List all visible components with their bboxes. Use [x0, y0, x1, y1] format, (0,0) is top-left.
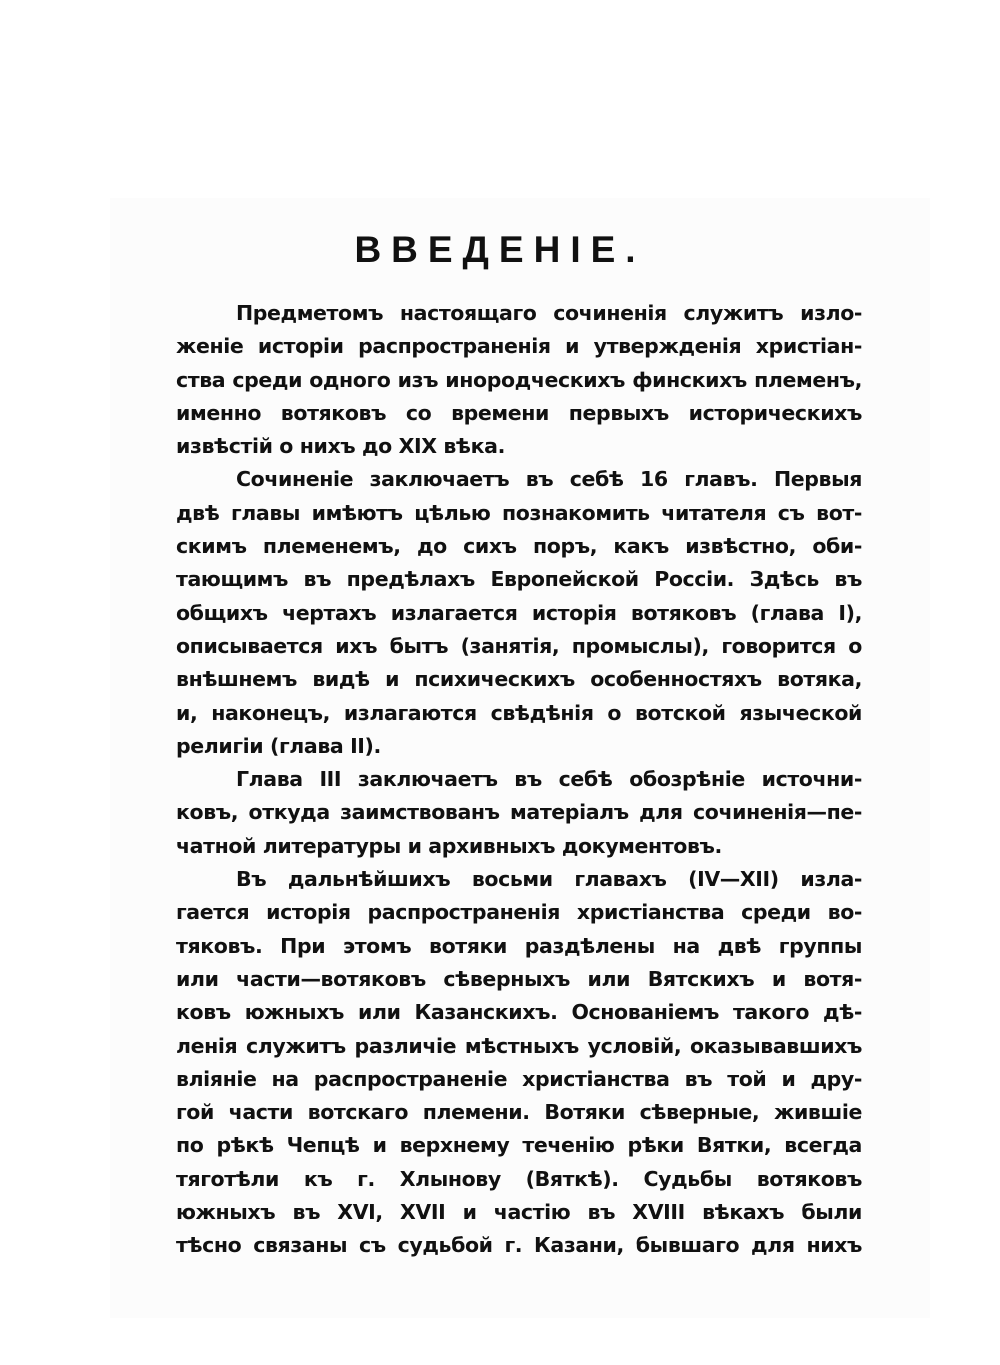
text-line: вліяніе на распространеніе христіанства въ той и дру- [176, 1066, 862, 1091]
text-line: ленія служитъ различіе мѣстныхъ условій, оказывавшихъ [176, 1033, 862, 1058]
paragraph [176, 863, 862, 1263]
page-title: ВВЕДЕНІЕ. [354, 229, 646, 270]
text-line: скимъ племенемъ, до сихъ поръ, какъ извѣстно, оби- [176, 534, 862, 559]
paragraph [176, 297, 862, 463]
text-line: тяготѣли къ г. Хлынову (Вяткѣ). Судьбы вотяковъ [176, 1166, 862, 1191]
text-line: Глава III заключаетъ въ себѣ обозрѣніе источни- [236, 767, 862, 792]
text-line: двѣ главы имѣютъ цѣлью познакомить читателя съ вот- [176, 500, 862, 525]
text-line: Въ дальнѣйшихъ восьми главахъ (IV—XII) изла- [236, 867, 862, 892]
body-text [176, 297, 862, 1263]
text-line: гается исторія распространенія христіанства среди во- [176, 900, 862, 925]
text-line: Сочиненіе заключаетъ въ себѣ 16 главъ. Первыя [236, 467, 862, 492]
text-line: тѣсно связаны съ судьбой г. Казани, бывшаго для нихъ [176, 1233, 862, 1258]
text-line: или части—вотяковъ сѣверныхъ или Вятскихъ и вотя- [176, 966, 862, 991]
text-line: Предметомъ настоящаго сочиненія служитъ изло- [236, 301, 862, 325]
text-line: женіе исторіи распространенія и утвержденія христіан- [176, 334, 862, 359]
text-line: по рѣкѣ Чепцѣ и верхнему теченію рѣки Вятки, всегда [176, 1133, 862, 1158]
text-line: общихъ чертахъ излагается исторія вотяковъ (глава I), [176, 600, 862, 625]
text-line: именно вотяковъ со времени первыхъ историческихъ [176, 400, 862, 425]
text-line: религіи (глава II). [176, 733, 381, 758]
text-line: описывается ихъ бытъ (занятія, промыслы), говорится о [176, 633, 862, 658]
text-line: ства среди одного изъ инородческихъ финскихъ племенъ, [176, 367, 862, 392]
text-line: тяковъ. При этомъ вотяки раздѣлены на двѣ группы [176, 933, 862, 958]
text-line: извѣстій о нихъ до XIX вѣка. [176, 434, 505, 459]
text-line: тающимъ въ предѣлахъ Европейской Россіи. Здѣсь въ [176, 567, 862, 592]
paragraph [176, 763, 862, 863]
text-line: ковъ южныхъ или Казанскихъ. Основаніемъ такого дѣ- [176, 1000, 862, 1025]
text-line: гой части вотскаго племени. Вотяки сѣверные, жившіе [176, 1100, 862, 1125]
paragraph [176, 463, 862, 763]
text-line: внѣшнемъ видѣ и психическихъ особенностяхъ вотяка, [176, 667, 862, 692]
text-line: ковъ, откуда заимствованъ матеріалъ для сочиненія—пе- [176, 800, 862, 825]
text-line: чатной литературы и архивныхъ документовъ. [176, 833, 722, 858]
text-line: и, наконецъ, излагаются свѣдѣнія о вотской языческой [176, 700, 862, 725]
text-line: южныхъ въ XVI, XVII и частію въ XVIII вѣкахъ были [176, 1200, 862, 1225]
